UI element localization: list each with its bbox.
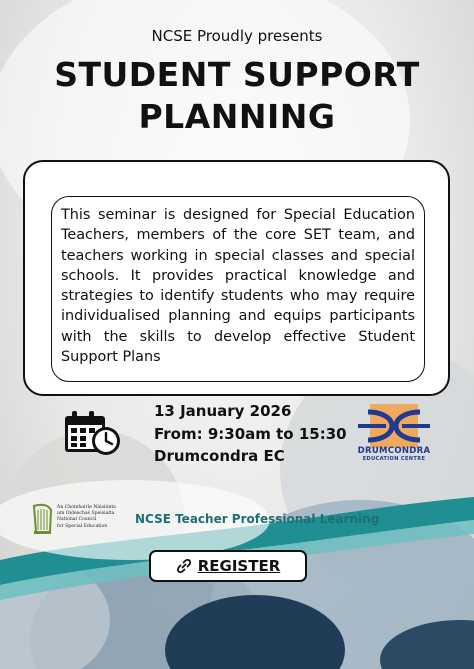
ncse-irish-line-1: An Chomhairle Náisiúnta bbox=[57, 505, 116, 510]
intro-text: NCSE Proudly presents bbox=[151, 27, 323, 45]
harp-icon bbox=[30, 502, 54, 536]
title-line-2: PLANNING bbox=[138, 97, 336, 136]
drumcondra-logo-icon bbox=[346, 404, 442, 474]
title-line-1: STUDENT SUPPORT bbox=[54, 55, 420, 94]
ncse-logo-text bbox=[57, 505, 116, 530]
ncse-english-line-2: for Special Education bbox=[57, 523, 108, 529]
register-label: REGISTER bbox=[197, 557, 281, 575]
page-title bbox=[0, 54, 474, 138]
description-text: This seminar is designed for Special Education Teachers, members of the core SET team, and teachers working in special classes and special schools. It provides practical knowledge and strategies to identify students who may require individualised planning and equips participants with the skills to develop effective Student Support Plans bbox=[61, 207, 415, 366]
event-time: From: 9:30am to 15:30 bbox=[154, 424, 347, 443]
calendar-clock-icon bbox=[63, 410, 121, 456]
program-label: NCSE Teacher Professional Learning bbox=[135, 512, 380, 526]
education-centre-name: EDUCATION CENTRE bbox=[362, 456, 426, 462]
ncse-english-line-1: National Council bbox=[57, 517, 97, 523]
register-button[interactable] bbox=[149, 550, 307, 582]
drumcondra-name: DRUMCONDRA bbox=[357, 446, 431, 456]
event-details bbox=[154, 400, 347, 468]
description-box bbox=[51, 196, 425, 382]
drumcondra-logo-text bbox=[344, 446, 444, 463]
event-venue: Drumcondra EC bbox=[154, 447, 285, 465]
event-date: 13 January 2026 bbox=[154, 402, 292, 420]
ncse-irish-line-2: um Oideachas Speisialta bbox=[57, 511, 115, 517]
link-icon bbox=[176, 558, 192, 574]
